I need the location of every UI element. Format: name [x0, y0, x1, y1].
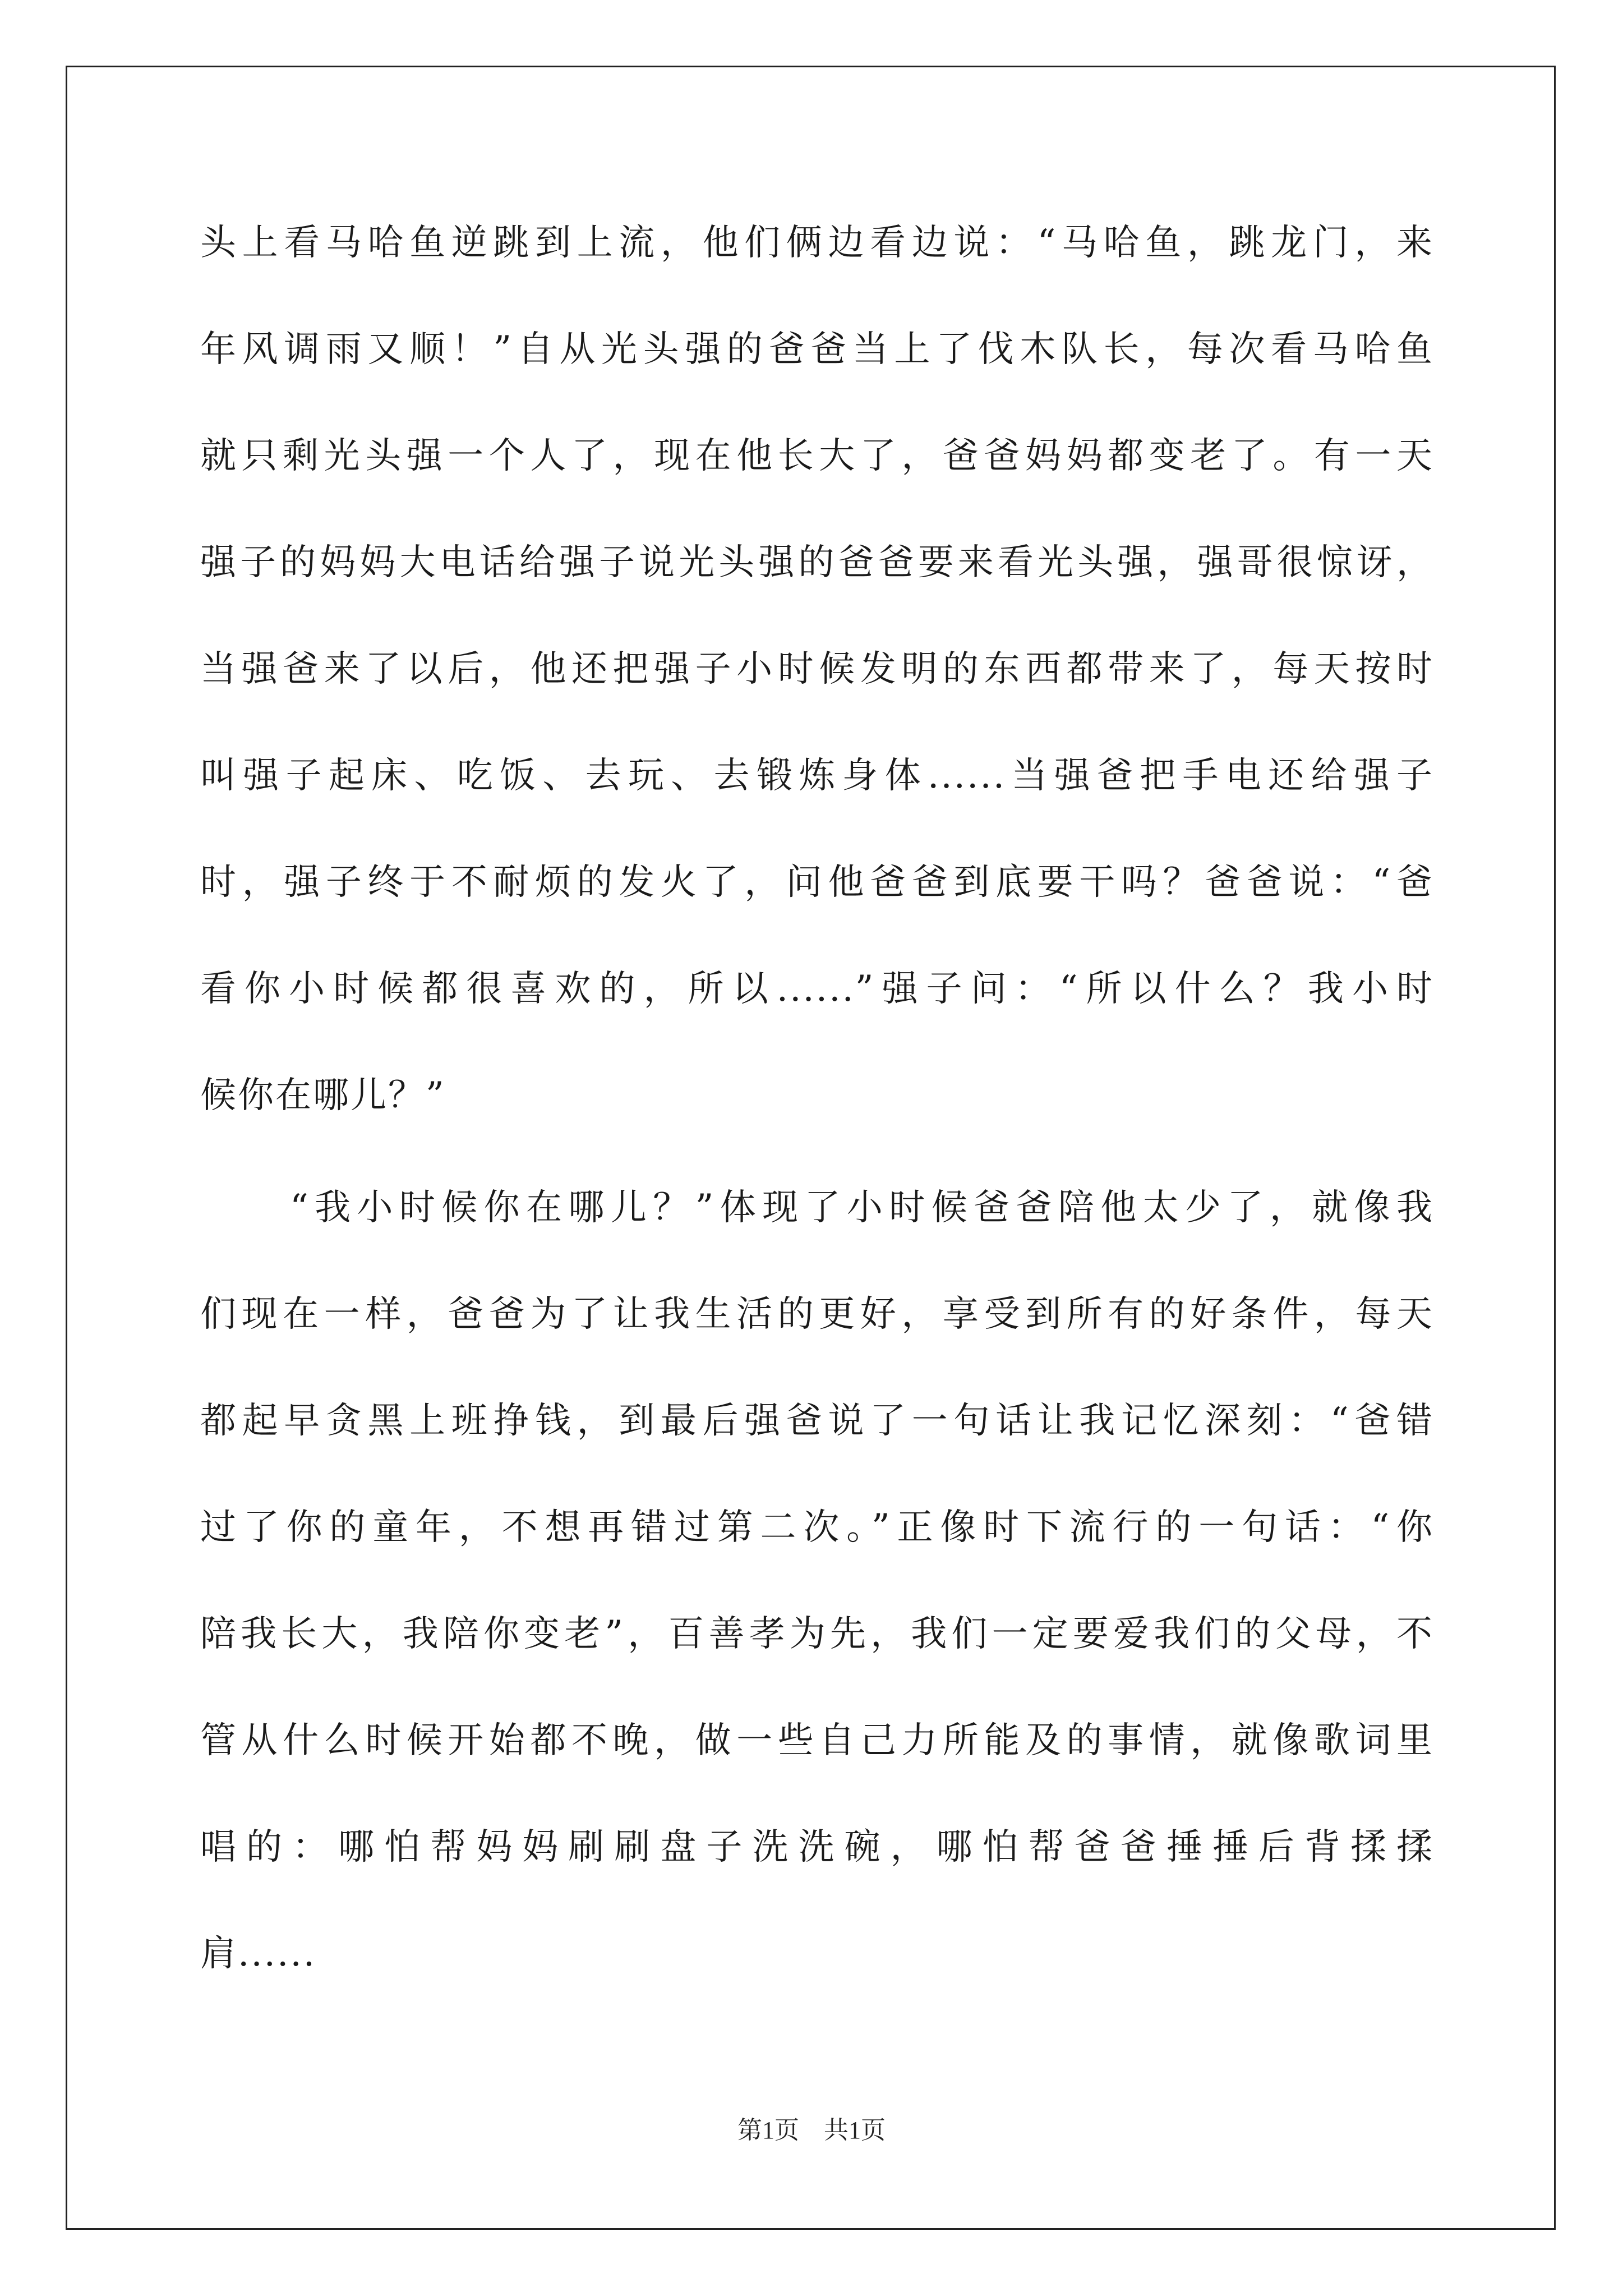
text-line: 们现在一样，爸爸为了让我生活的更好，享受到所有的好条件，每天: [200, 1294, 1434, 1335]
text-line: 当强爸来了以后，他还把强子小时候发明的东西都带来了，每天按时: [200, 648, 1434, 690]
text-line: 候你在哪儿？”: [200, 1075, 446, 1116]
text-line: 时，强子终于不耐烦的发火了，问他爸爸到底要干吗？爸爸说：“爸: [200, 862, 1434, 903]
text-line: “我小时候你在哪儿？”体现了小时候爸爸陪他太少了，就像我: [290, 1187, 1434, 1228]
text-line: 看你小时候都很喜欢的，所以......”强子问：“所以什么？我小时: [200, 968, 1434, 1010]
text-line: 唱的：哪怕帮妈妈刷刷盘子洗洗碗，哪怕帮爸爸捶捶后背揉揉: [200, 1826, 1434, 1868]
text-line: 头上看马哈鱼逆跳到上流，他们俩边看边说：“马哈鱼，跳龙门，来: [200, 222, 1434, 264]
text-line: 都起早贪黑上班挣钱，到最后强爸说了一句话让我记忆深刻：“爸错: [200, 1400, 1434, 1442]
text-line: 管从什么时候开始都不晚，做一些自己力所能及的事情，就像歌词里: [200, 1720, 1434, 1761]
page-border: [66, 66, 1556, 2230]
page-number: 第1页: [737, 2116, 799, 2144]
text-line: 过了你的童年，不想再错过第二次。”正像时下流行的一句话：“你: [200, 1507, 1434, 1548]
text-line: 叫强子起床、吃饭、去玩、去锻炼身体......当强爸把手电还给强子: [200, 755, 1434, 797]
text-line: 就只剩光头强一个人了，现在他长大了，爸爸妈妈都变老了。有一天: [200, 435, 1434, 477]
page-total: 共1页: [824, 2116, 886, 2144]
text-line: 肩......: [200, 1933, 317, 1975]
page-footer: [0, 2114, 1623, 2147]
text-line: 年风调雨又顺！”自从光头强的爸爸当上了伐木队长，每次看马哈鱼: [200, 329, 1434, 370]
text-line: 陪我长大，我陪你变老”，百善孝为先，我们一定要爱我们的父母，不: [200, 1613, 1434, 1655]
text-line: 强子的妈妈大电话给强子说光头强的爸爸要来看光头强，强哥很惊讶，: [200, 542, 1434, 583]
